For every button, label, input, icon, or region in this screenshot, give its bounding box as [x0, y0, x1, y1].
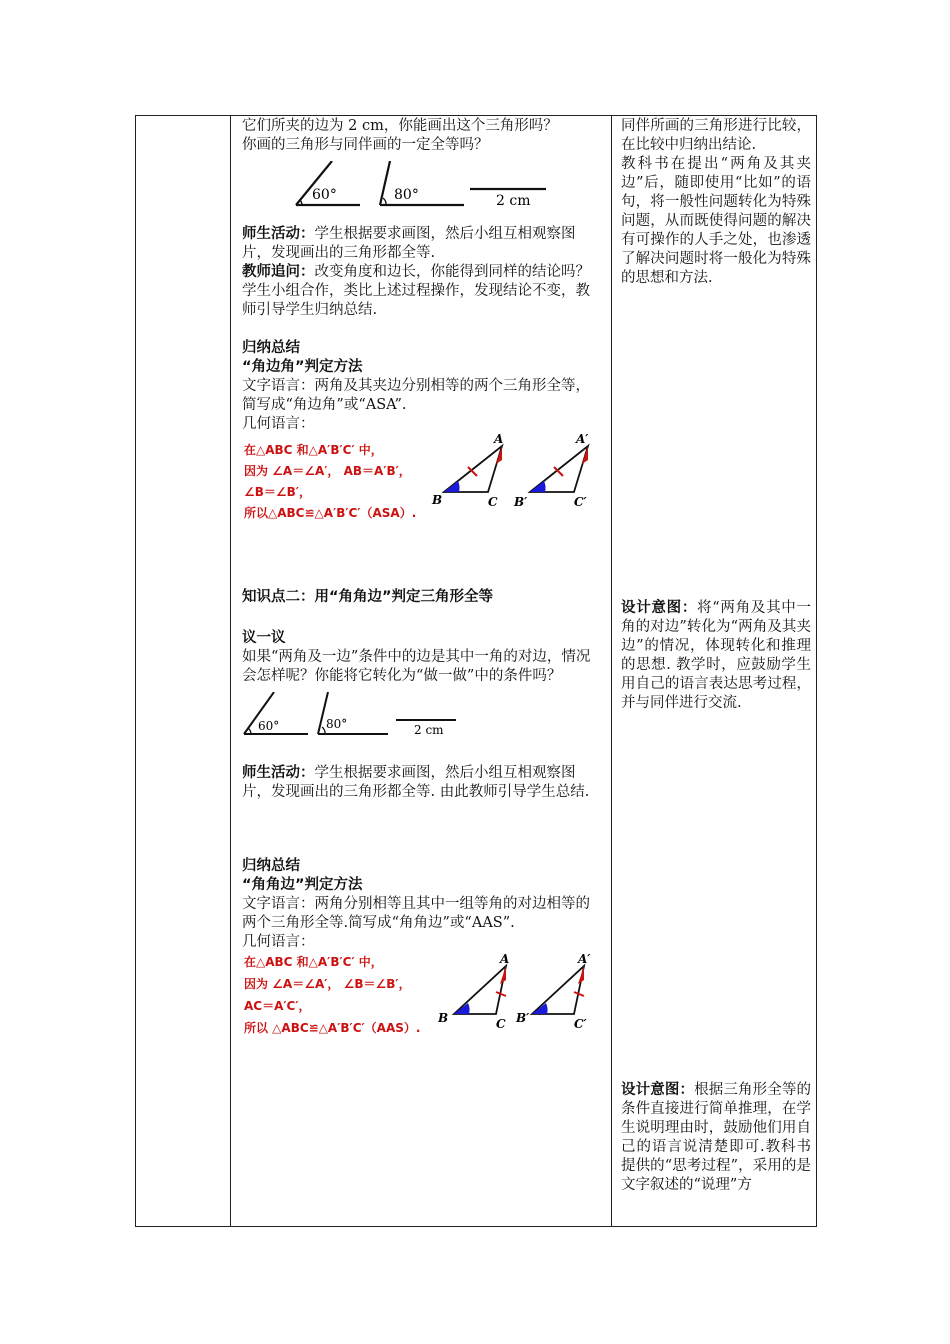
aas-line-1: 在△ABC 和△A′B′C′ 中，	[244, 955, 383, 969]
table-border-left	[135, 115, 136, 1227]
content-column	[242, 117, 604, 1044]
aas-triangles	[438, 952, 604, 1038]
aas-line-4: 所以 △ABC≌△A′B′C′（AAS）.	[244, 1021, 421, 1035]
summary-1-method: “角边角”判定方法	[242, 359, 363, 375]
aas-line-3: AC＝A′C′，	[244, 999, 311, 1013]
asa-label-b-prime: B′	[514, 495, 528, 509]
teacher-ask-text: 改变角度和边长，你能得到同样的结论吗？	[314, 264, 590, 280]
asa-block	[242, 434, 604, 526]
knowledge-point-2-title: 知识点二：用“角角边”判定三角形全等	[242, 589, 494, 605]
note-1: 同伴所画的三角形进行比较，在比较中归纳出结论.	[621, 118, 811, 153]
activity-1-text: 学生根据要求画图，然后小组互相观察图片，发现画出的三角形都全等.	[242, 226, 576, 261]
design-1-label: 设计意图：	[621, 600, 698, 616]
asa-line-3: ∠B＝∠B′，	[244, 485, 311, 499]
intro-line-1: 它们所夹的边为 2 cm，你能画出这个三角形吗？	[242, 118, 558, 134]
summary-2-title: 归纳总结	[242, 858, 300, 874]
fig2-angle-80: 80°	[326, 717, 348, 731]
fig1-side-2cm: 2 cm	[496, 193, 531, 209]
teacher-ask	[242, 263, 604, 282]
discuss-text: 如果“两角及一边”条件中的边是其中一角的对边，情况会怎样呢？你能将它转化为“做一做”中的条件吗？	[242, 649, 591, 684]
aas-label-b-prime: B′	[516, 1011, 530, 1025]
asa-label-c: C	[488, 495, 498, 509]
asa-label-c-prime: C′	[574, 495, 587, 509]
summary-2-text: 文字语言：两角分别相等且其中一组等角的对边相等的两个三角形全等.简写成“角角边”或“AAS”.	[242, 896, 590, 931]
intro-line-2: 你画的三角形与同伴画的一定全等吗？	[242, 137, 489, 153]
fig2-side-2cm: 2 cm	[414, 723, 444, 736]
aas-label-a: A	[500, 952, 510, 966]
summary-1-text: 文字语言：两角及其夹边分别相等的两个三角形全等，简写成“角边角”或“ASA”.	[242, 378, 590, 413]
design-intent-1	[621, 599, 811, 713]
design-2-label: 设计意图：	[621, 1082, 695, 1098]
table-divider-2	[611, 115, 612, 1227]
activity-1	[242, 225, 604, 263]
aas-block	[242, 952, 604, 1044]
angles-figure-1	[242, 161, 562, 209]
asa-line-4: 所以△ABC≌△A′B′C′（ASA）.	[244, 506, 417, 520]
aas-label-a-prime: A′	[578, 952, 591, 966]
aas-label-b: B	[438, 1011, 449, 1025]
asa-label-a: A	[494, 434, 504, 446]
discuss-title: 议一议	[242, 630, 286, 646]
notes-column	[621, 117, 811, 288]
asa-line-2: 因为 ∠A＝∠A′， AB＝A′B′，	[244, 464, 411, 478]
summary-2-method: “角角边”判定方法	[242, 877, 363, 893]
activity-2-label: 师生活动：	[242, 765, 315, 781]
note-2: 教科书在提出“两角及其夹边”后，随即使用“比如”的语句，将一般性问题转化为特殊问题，从而既使得问题的解决有可操作的人手之处，也渗透了解决问题时将一般化为特殊的思想和方法.	[621, 156, 811, 286]
geometry-label-2: 几何语言：	[242, 934, 315, 950]
fig1-angle-60: 60°	[312, 187, 337, 203]
table-divider-1	[230, 115, 231, 1227]
aas-label-c: C	[496, 1017, 506, 1031]
activity-1-label: 师生活动：	[242, 226, 315, 242]
summary-1-title: 归纳总结	[242, 340, 300, 356]
aas-label-c-prime: C′	[574, 1017, 587, 1031]
design-intent-2	[621, 1081, 811, 1195]
table-border-bottom	[135, 1226, 817, 1227]
design-2-text: 根据三角形全等的条件直接进行简单推理，在学生说明理由时，鼓励他们用自己的语言说清楚即可.教科书提供的“思考过程”，采用的是文字叙述的“说理”方	[621, 1082, 811, 1193]
group-work-text: 学生小组合作，类比上述过程操作，发现结论不变，教师引导学生归纳总结.	[242, 283, 590, 318]
geometry-label-1: 几何语言：	[242, 416, 315, 432]
asa-label-b: B	[432, 493, 443, 507]
design-1-text: 将“两角及其中一角的对边”转化为“两角及其夹边”的情况，体现转化和推理的思想. 教学时，应鼓励学生用自己的语言表达思考过程，并与同伴进行交流.	[621, 600, 811, 711]
activity-2	[242, 764, 604, 802]
table-border-top	[135, 115, 817, 116]
asa-triangles	[430, 434, 600, 514]
aas-line-2: 因为 ∠A＝∠A′， ∠B＝∠B′，	[244, 977, 411, 991]
asa-label-a-prime: A′	[576, 434, 589, 446]
activity-2-text: 学生根据要求画图，然后小组互相观察图片，发现画出的三角形都全等. 由此教师引导学生总结.	[242, 765, 590, 800]
fig2-angle-60: 60°	[258, 719, 280, 733]
asa-line-1: 在△ABC 和△A′B′C′ 中，	[244, 443, 383, 457]
angles-figure-2	[242, 692, 482, 736]
fig1-angle-80: 80°	[394, 187, 419, 203]
teacher-ask-label: 教师追问：	[242, 264, 315, 280]
table-border-right	[816, 115, 817, 1227]
